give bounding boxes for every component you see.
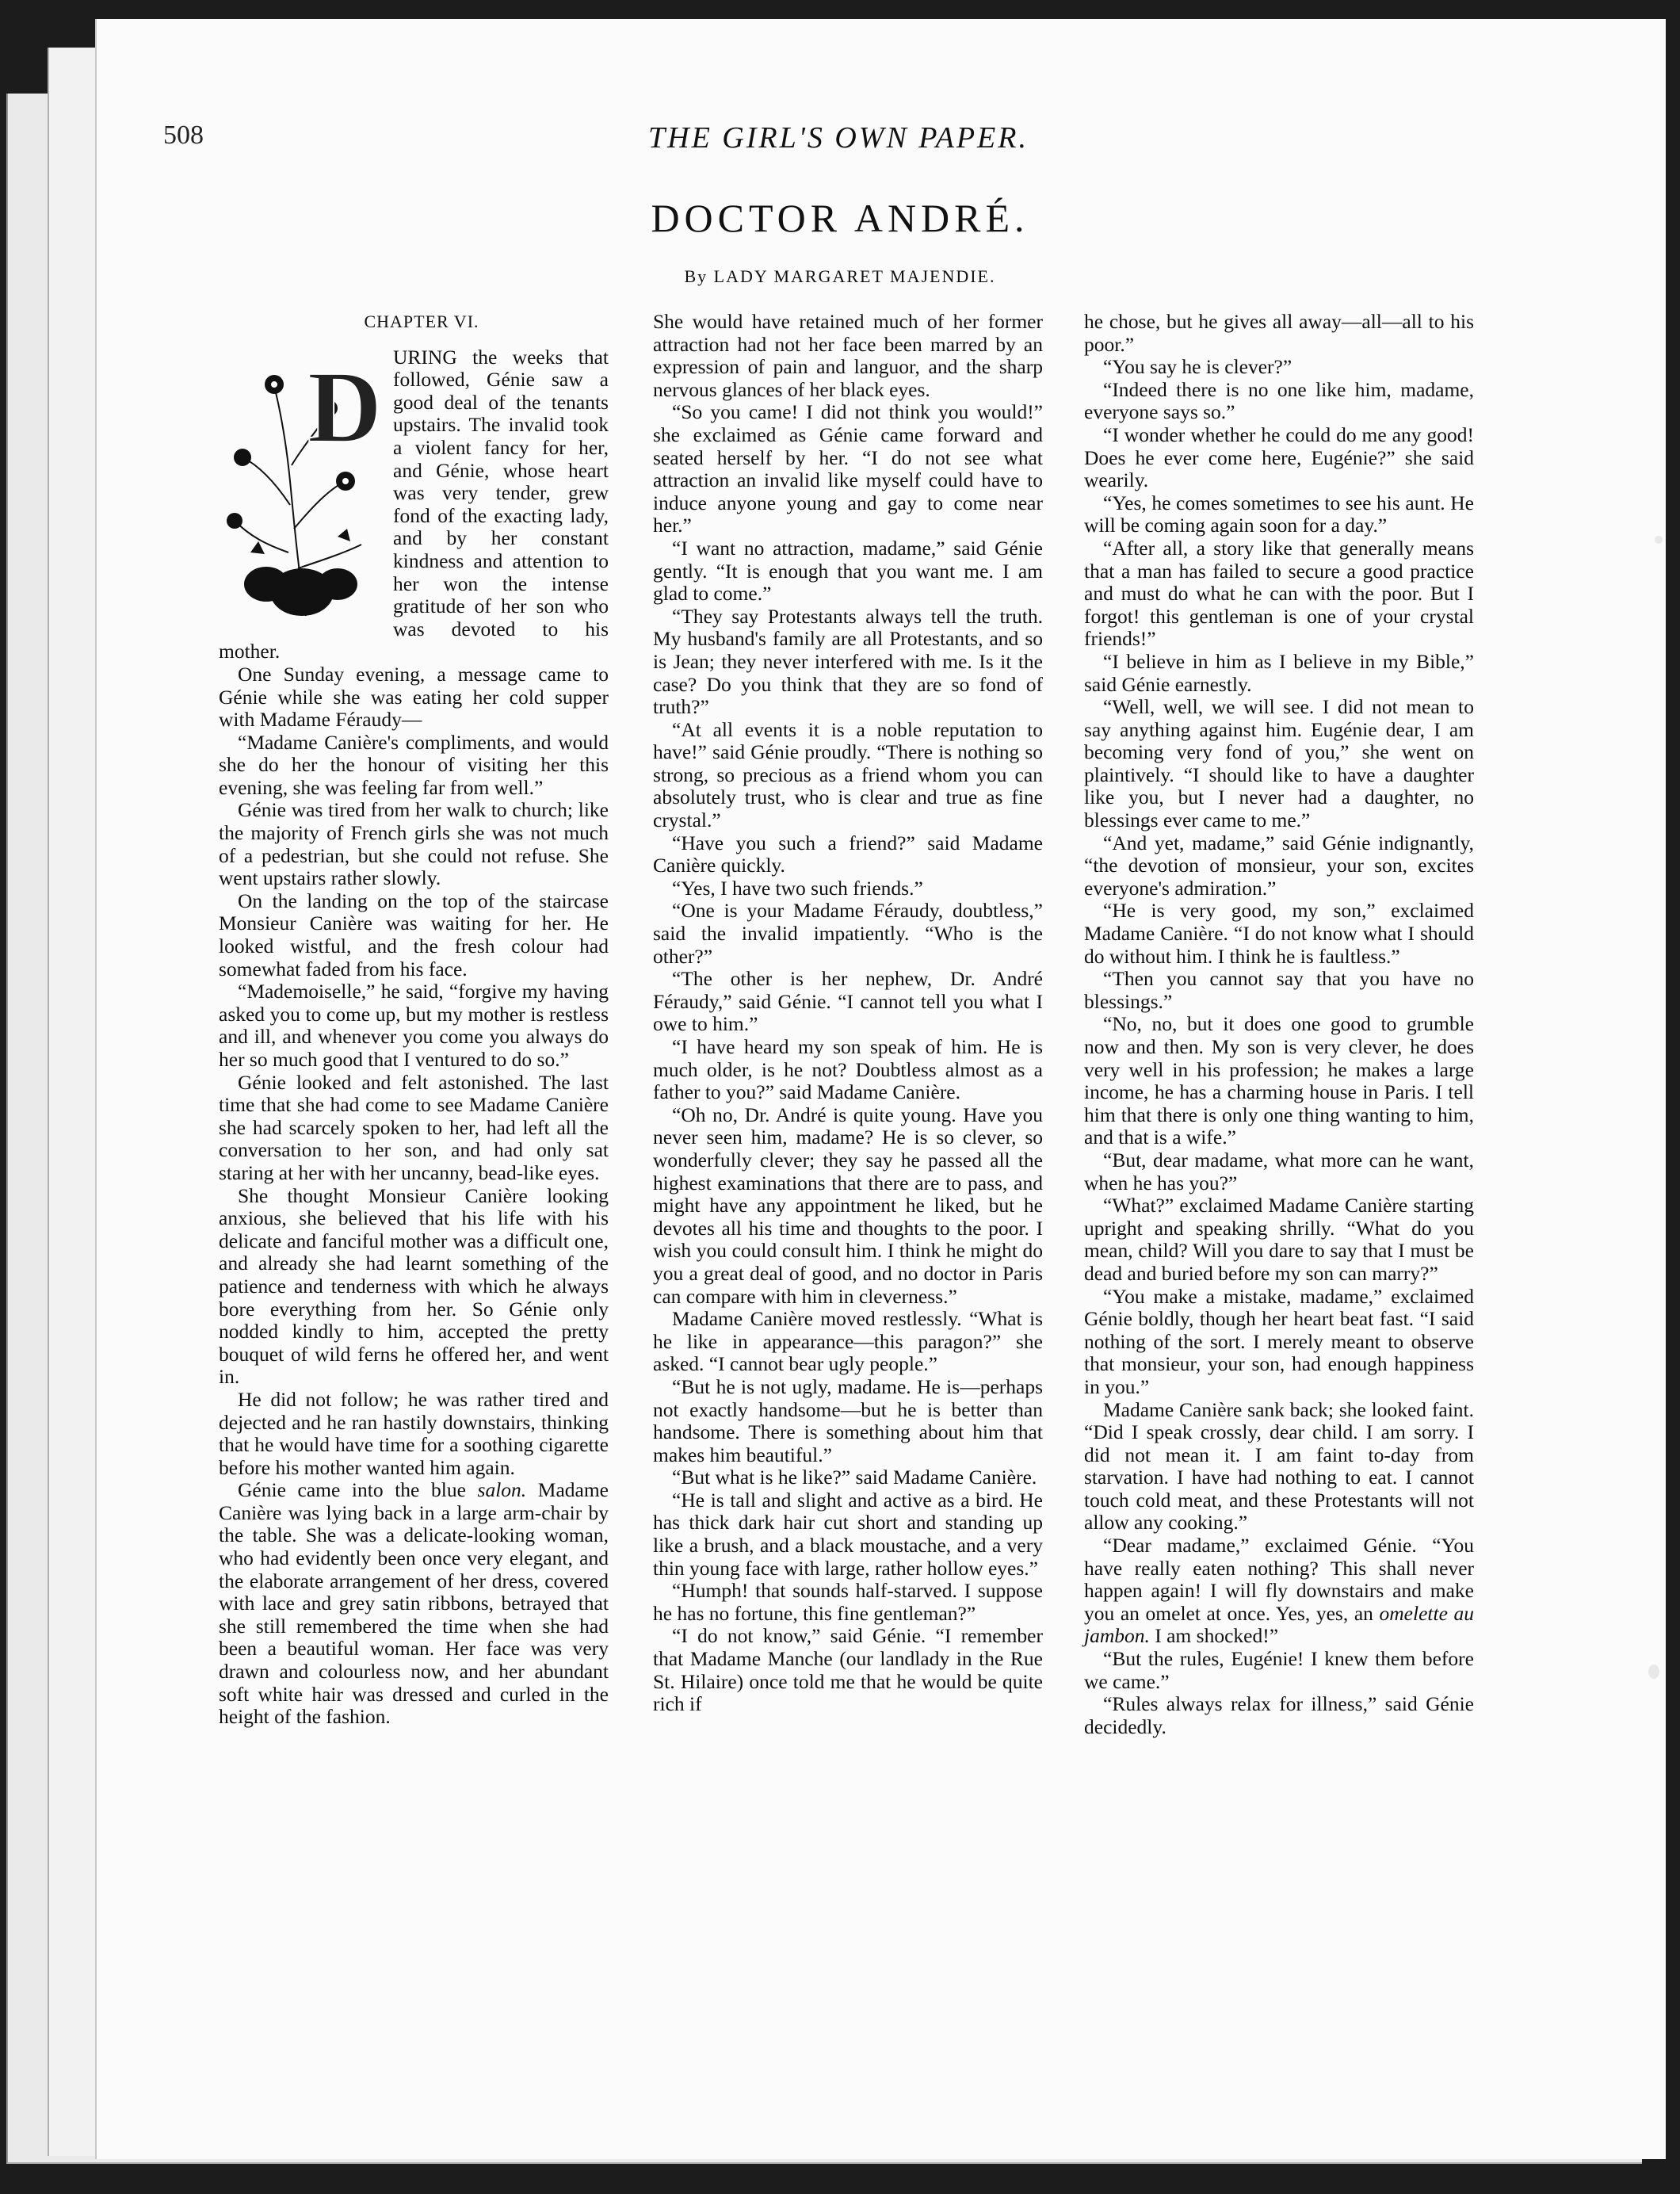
paragraph: One Sunday evening, a message came to Génie while she was eating her cold supper with Madame Féraudy— bbox=[219, 662, 609, 732]
edge-speck bbox=[1655, 536, 1663, 544]
floral-drop-cap bbox=[219, 346, 385, 630]
paragraph: She would have retained much of her former attraction had not her face been marred by an expression of pain and languor, and the sharp nervous glances of her black eyes. bbox=[653, 310, 1043, 401]
paragraph: Génie looked and felt astonished. The last time that she had come to see Madame Canière she had scarcely spoken to her, had left all the conversation to her son, and had only sat staring at her with her uncanny, bead-like eyes. bbox=[219, 1070, 609, 1184]
paragraph: “They say Protestants always tell the truth. My husband's family are all Protestants, and so is Jean; they never interfered with me. Is it the case? Do you think that they are so fond of truth?” bbox=[653, 604, 1043, 719]
paragraph: “One is your Madame Féraudy, doubtless,” said the invalid impatiently. “Who is the other?” bbox=[653, 899, 1043, 968]
page-number: 508 bbox=[163, 120, 204, 150]
paragraph: He did not follow; he was rather tired and dejected and he ran hastily downstairs, thinking that he would have time for a soothing cigarette before his mother wanted him again. bbox=[219, 1387, 609, 1479]
paragraph: “I want no attraction, madame,” said Génie gently. “It is enough that you want me. I am glad to come.” bbox=[653, 536, 1043, 606]
italic-text: salon. bbox=[477, 1478, 527, 1502]
paragraph: “Well, well, we will see. I did not mean to say anything against him. Eugénie dear, I am becoming very fond of you,” she went on plaintively. “I should like to have a daughter like you, but I never had a daughter, no blessings ever came to me.” bbox=[1084, 695, 1474, 832]
paragraph: “No, no, but it does one good to grumble now and then. My son is very clever, he does very well in his profession; he makes a large income, he has a charming house in Paris. I tell him that there is only one thing wanting to him, and that is a wife.” bbox=[1084, 1012, 1474, 1149]
paragraph: “But, dear madame, what more can he want, when he has you?” bbox=[1084, 1148, 1474, 1194]
drop-cap-letter: D bbox=[307, 350, 382, 464]
article-title: DOCTOR ANDRÉ. bbox=[651, 196, 1029, 240]
paragraph: “He is tall and slight and active as a bird. He has thick dark hair cut short and standing up like a brush, and a black moustache, and a very thin young face with large, rather hollow eyes.” bbox=[653, 1488, 1043, 1580]
paragraph bbox=[219, 1479, 609, 1729]
paragraph: “What?” exclaimed Madame Canière starting upright and speaking shrilly. “What do you mean, child? Will you dare to say that I must be dead and buried before my son can marry?” bbox=[1084, 1194, 1474, 1285]
paragraph: “Indeed there is no one like him, madame, everyone says so.” bbox=[1084, 377, 1474, 424]
paragraph: “Then you cannot say that you have no blessings.” bbox=[1084, 967, 1474, 1013]
paragraph: “Humph! that sounds half-starved. I suppose he has no fortune, this fine gentleman?” bbox=[653, 1579, 1043, 1625]
paragraph: “Madame Canière's compliments, and would she do her the honour of visiting her this evening, she was feeling far from well.” bbox=[219, 730, 609, 799]
paragraph: “After all, a story like that generally means that a man has failed to secure a good practice and must do what he can with the poor. But I forgot! this gentleman is one of your crystal friends!” bbox=[1084, 536, 1474, 651]
paragraph: “So you came! I did not think you would!” she exclaimed as Génie came forward and seated herself by her. “I do not see what attraction an invalid like myself could have to induce anyone young and gay to come near her.” bbox=[653, 400, 1043, 537]
italic-text: omelette au jambon. bbox=[1084, 1601, 1475, 1648]
paragraph: Madame Canière moved restlessly. “What is he like in appearance—this paragon?” she asked. “I cannot bear ugly people.” bbox=[653, 1307, 1043, 1376]
paragraph: “He is very good, my son,” exclaimed Madame Canière. “I do not know what I should do without him. I think he is faultless.” bbox=[1084, 899, 1474, 968]
text-run: I am shocked!” bbox=[1149, 1624, 1279, 1648]
paragraph: “Oh no, Dr. André is quite young. Have you never seen him, madame? He is so clever, so wonderfully clever; they say he passed all the highest examinations that there are to pass, and might have any appointment he liked, but he devotes all his time and thoughts to the poor. I wish you could consult him. I think he might do you a great deal of good, and no doctor in Paris can compare with him in cleverness.” bbox=[653, 1103, 1043, 1308]
chapter-heading: CHAPTER VI. bbox=[364, 312, 479, 331]
paragraph: “I believe in him as I believe in my Bible,” said Génie earnestly. bbox=[1084, 649, 1474, 696]
floral-drop-cap-illustration bbox=[219, 346, 385, 630]
text-run: Madame Canière was lying back in a large arm-chair by the table. She was a delicate-looking woman, who had evidently been once very elegant, and the elaborate arrangement of her dress, covered with lace and grey satin ribbons, betrayed that she still remembered the time when she had been a beautiful woman. Her face was very drawn and colourless now, and her abundant soft white hair was dressed and curled in the height of the fashion. bbox=[219, 1478, 609, 1729]
paragraph: “I do not know,” said Génie. “I remember that Madame Manche (our landlady in the Rue St. Hilaire) once told me that he would be quite rich if bbox=[653, 1624, 1043, 1716]
paragraph: “Yes, he comes sometimes to see his aunt. He will be coming again soon for a day.” bbox=[1084, 491, 1474, 537]
paragraph: “And yet, madame,” said Génie indignantly, “the devotion of monsieur, your son, excites everyone's admiration.” bbox=[1084, 831, 1474, 900]
edge-speck bbox=[1648, 1665, 1659, 1679]
paragraph: “You say he is clever?” bbox=[1103, 355, 1292, 379]
paragraph: Génie was tired from her walk to church; like the majority of French girls she was not much of a pedestrian, but she could not refuse. She went upstairs rather slowly. bbox=[219, 798, 609, 890]
paragraph: Madame Canière sank back; she looked faint. “Did I speak crossly, dear child. I am sorry. I did not mean it. I am faint to-day from starvation. I have had nothing to eat. I cannot touch cold meat, and these Protestants will not allow any cooking.” bbox=[1084, 1397, 1474, 1535]
paragraph: URING the weeks that followed, Génie saw a good deal of the tenants upstairs. The invalid took a violent fancy for her, and Génie, whose heart was very tender, grew fond of the exacting lady, and by her constant kindness and attention to her won the intense gratitude of her son who was devoted to his mother. bbox=[219, 345, 609, 663]
running-head: THE GIRL'S OWN PAPER. bbox=[648, 121, 1029, 155]
paragraph: “But the rules, Eugénie! I knew them before we came.” bbox=[1084, 1647, 1474, 1693]
paragraph: “I wonder whether he could do me any good! Does he ever come here, Eugénie?” she said wearily. bbox=[1084, 422, 1474, 492]
text-column-1 bbox=[219, 311, 609, 1729]
article-byline: By LADY MARGARET MAJENDIE. bbox=[684, 266, 996, 286]
paragraph: “Have you such a friend?” said Madame Canière quickly. bbox=[653, 831, 1043, 877]
paragraph: “Yes, I have two such friends.” bbox=[672, 876, 923, 900]
paragraph: “But he is not ugly, madame. He is—perhaps not exactly handsome—but he is better than handsome. There is something about him that makes him beautiful.” bbox=[653, 1374, 1043, 1466]
text-column-2 bbox=[653, 311, 1043, 1716]
paragraph: “At all events it is a noble reputation to have!” said Génie proudly. “There is nothing so strong, so precious as a friend whom you can absolutely trust, who is clear and true as fine crystal.” bbox=[653, 717, 1043, 832]
paragraph: On the landing on the top of the staircase Monsieur Canière was waiting for her. He looked wistful, and the fresh colour had somewhat faded from his face. bbox=[219, 889, 609, 980]
paragraph bbox=[1084, 1535, 1474, 1648]
paragraph: “I have heard my son speak of him. He is much older, is he not? Doubtless almost as a father to you?” said Madame Canière. bbox=[653, 1035, 1043, 1104]
paragraph: “You make a mistake, madame,” exclaimed Génie boldly, though her heart beat fast. “I said nothing of the sort. I merely meant to observe that monsieur, your son, had enough happiness in you.” bbox=[1084, 1284, 1474, 1398]
paragraph: She thought Monsieur Canière looking anxious, she believed that his life with his delicate and fanciful mother was a difficult one, and already she had learnt something of the patience and tenderness with which he always bore everything from her. So Génie only nodded kindly to him, accepted the pretty bouquet of wild ferns he offered her, and went in. bbox=[219, 1183, 609, 1389]
paragraph: “But what is he like?” said Madame Canière. bbox=[672, 1466, 1037, 1489]
paragraph: he chose, but he gives all away—all—all to his poor.” bbox=[1084, 310, 1474, 356]
text-run: Génie came into the blue bbox=[238, 1478, 478, 1502]
text-column-3 bbox=[1084, 311, 1474, 1738]
paragraph: “Rules always relax for illness,” said Génie decidedly. bbox=[1084, 1692, 1474, 1738]
paragraph: “Mademoiselle,” he said, “forgive my having asked you to come up, but my mother is restless and ill, and whenever you come you always do her so much good that I ventured to do so.” bbox=[219, 980, 609, 1071]
text-run: “Dear madame,” exclaimed Génie. “You have really eaten nothing? This shall never happen again! I will fly downstairs and make you an omelet at once. Yes, yes, an bbox=[1084, 1534, 1474, 1625]
paragraph: “The other is her nephew, Dr. André Féraudy,” said Génie. “I cannot tell you what I owe to him.” bbox=[653, 967, 1043, 1036]
